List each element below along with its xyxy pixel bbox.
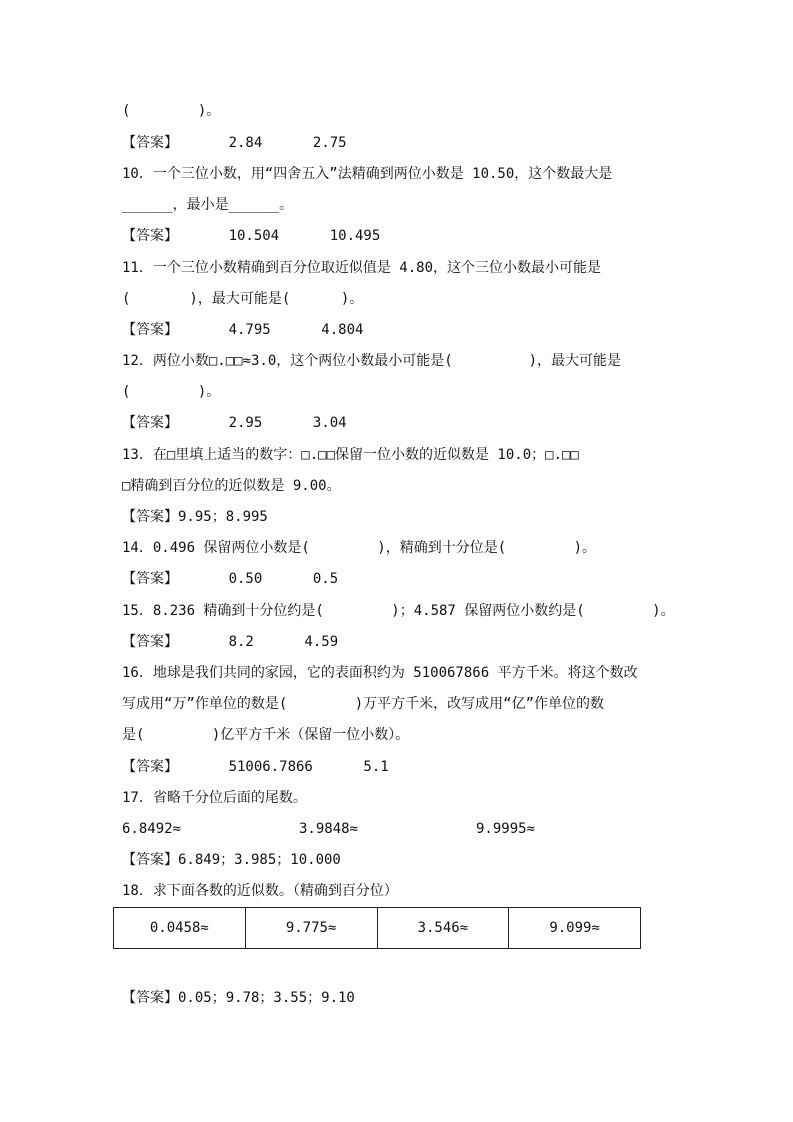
question-10: 10．一个三位小数，用“四舍五入”法精确到两位小数是 10.50，这个数最大是 bbox=[122, 166, 613, 182]
answer-line: 【答案】 0.50 0.5 bbox=[122, 571, 339, 587]
text-line: ______，最小是______。 bbox=[122, 197, 294, 213]
table-row bbox=[114, 908, 641, 949]
answer-line: 【答案】 2.95 3.04 bbox=[122, 415, 347, 431]
text-line: ( )。 bbox=[122, 384, 221, 400]
answer-line: 【答案】 4.795 4.804 bbox=[122, 322, 364, 338]
table-cell: 3.546≈ bbox=[377, 908, 509, 949]
text-line: 是( )亿平方千米（保留一位小数）。 bbox=[122, 727, 410, 743]
question-11: 11．一个三位小数精确到百分位取近似值是 4.80，这个三位小数最小可能是 bbox=[122, 260, 601, 276]
question-17: 17．省略千分位后面的尾数。 bbox=[122, 790, 307, 806]
table-cell: 9.099≈ bbox=[509, 908, 641, 949]
question-15: 15．8.236 精确到十分位约是( )；4.587 保留两位小数约是( )。 bbox=[122, 603, 675, 619]
answer-line: 【答案】 10.504 10.495 bbox=[122, 228, 381, 244]
table-cell: 0.0458≈ bbox=[114, 908, 246, 949]
text-line: ( )。 bbox=[122, 103, 221, 119]
answer-line: 【答案】 2.84 2.75 bbox=[122, 135, 347, 151]
question-14: 14．0.496 保留两位小数是( )，精确到十分位是( )。 bbox=[122, 540, 597, 556]
question-12: 12．两位小数□.□□≈3.0，这个两位小数最小可能是( )，最大可能是 bbox=[122, 353, 622, 369]
question-13: 13．在□里填上适当的数字：□.□□保留一位小数的近似数是 10.0；□.□□ bbox=[122, 447, 579, 463]
text-line: 写成用“万”作单位的数是( )万平方千米，改写成用“亿”作单位的数 bbox=[122, 696, 605, 712]
answer-line: 【答案】9.95；8.995 bbox=[122, 509, 268, 525]
text-line: □精确到百分位的近似数是 9.00。 bbox=[122, 478, 341, 494]
final-answer-line: 【答案】0.05；9.78；3.55；9.10 bbox=[122, 990, 355, 1006]
question-18: 18．求下面各数的近似数。（精确到百分位） bbox=[122, 883, 398, 899]
answer-line: 【答案】6.849；3.985；10.000 bbox=[122, 852, 341, 868]
approximation-table bbox=[113, 907, 641, 949]
text-line: 6.8492≈ 3.9848≈ 9.9995≈ bbox=[122, 821, 536, 837]
text-line: ( )，最大可能是( )。 bbox=[122, 291, 364, 307]
answer-line: 【答案】 51006.7866 5.1 bbox=[122, 759, 389, 775]
question-16: 16．地球是我们共同的家园，它的表面积约为 510067866 平方千米。将这个数改 bbox=[122, 665, 638, 681]
answer-line: 【答案】 8.2 4.59 bbox=[122, 634, 339, 650]
table-cell: 9.775≈ bbox=[245, 908, 377, 949]
